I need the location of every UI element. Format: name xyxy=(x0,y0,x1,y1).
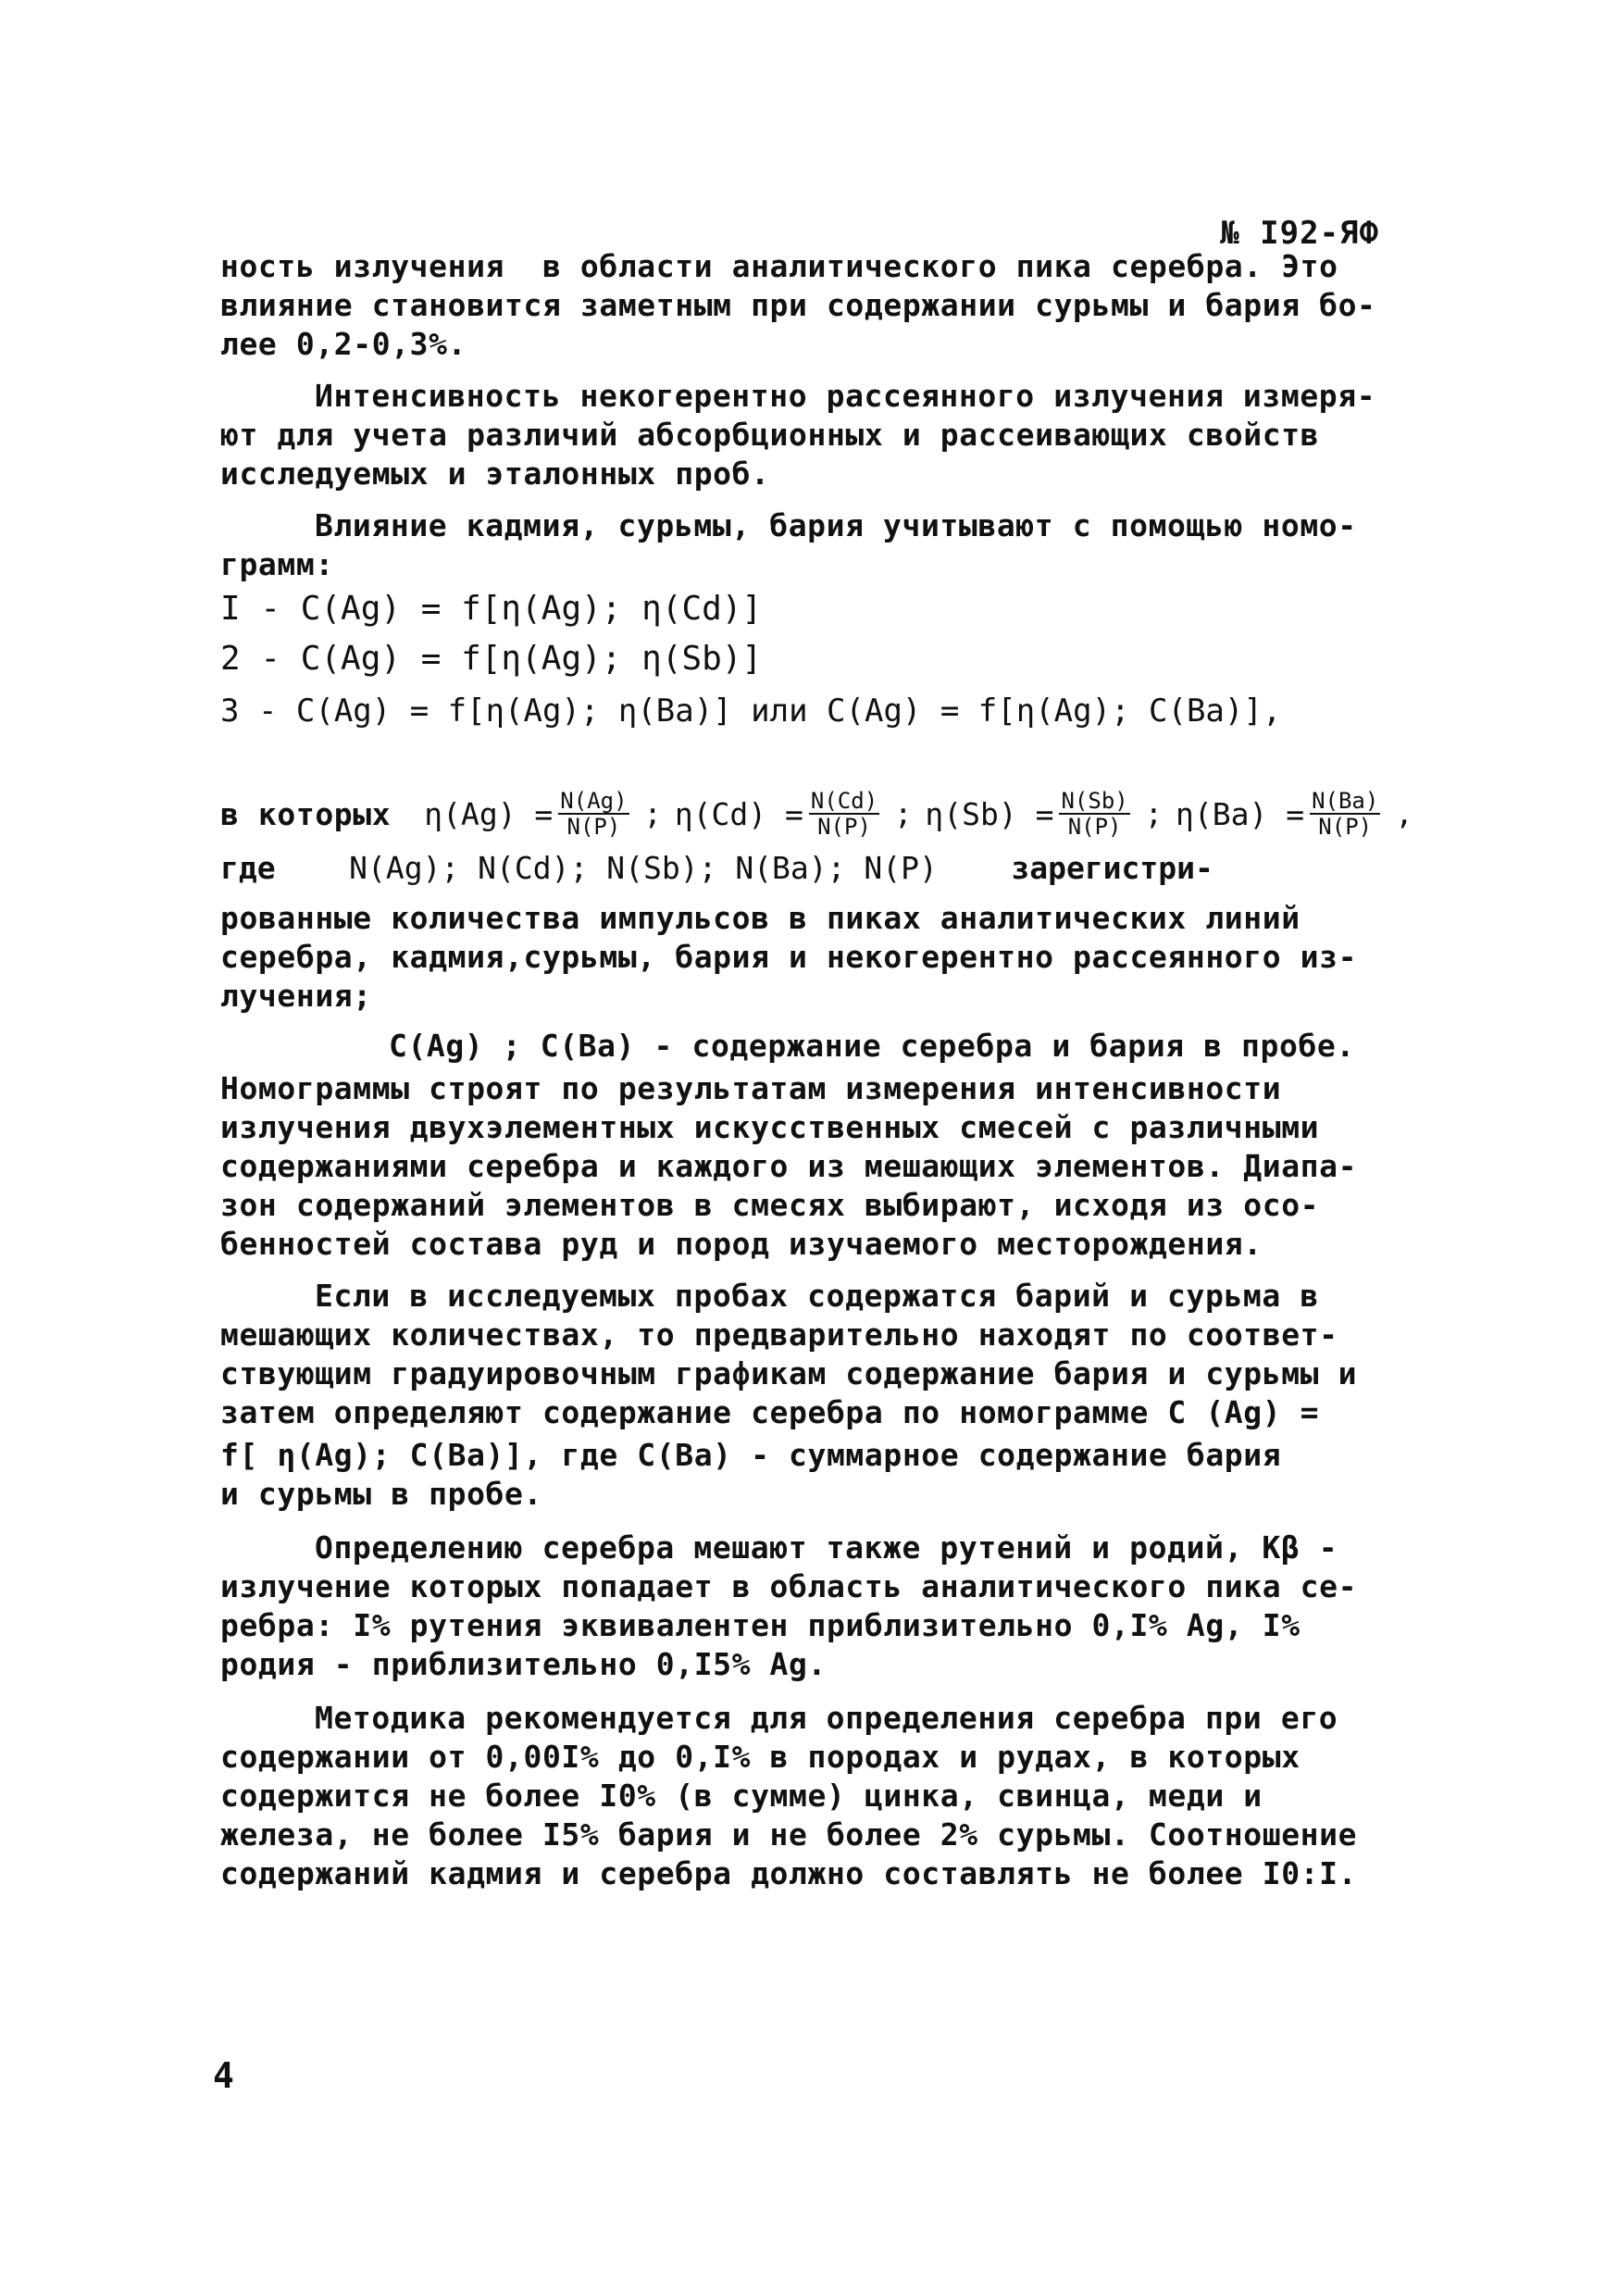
fraction xyxy=(1059,789,1129,839)
ratio-sb xyxy=(925,789,1131,839)
where-symbols: N(Ag); N(Cd); N(Sb); N(Ba); N(P) xyxy=(349,850,938,886)
text-line: Если в исследуемых пробах содержатся барий и сурьма в xyxy=(315,1278,1319,1314)
text-line: содержаниями серебра и каждого из мешающих элементов. Диапа- xyxy=(220,1148,1358,1184)
text-line: затем определяют содержание серебра по номограмме C (Ag) = xyxy=(220,1394,1320,1430)
text-line: Номограммы строят по результатам измерения интенсивности xyxy=(220,1070,1282,1106)
text-line: ют для учета различий абсорбционных и рассеивающих свойств xyxy=(220,417,1320,453)
text-line: Определению серебра мешают также рутений и родий, Kβ - xyxy=(315,1529,1338,1566)
text-line: Интенсивность некогерентно рассеянного излучения измеря- xyxy=(315,378,1376,414)
separator: ; xyxy=(1144,796,1163,831)
separator: ; xyxy=(894,796,913,831)
text-line: лучения; xyxy=(220,978,372,1014)
ratio-ag xyxy=(424,789,630,839)
text-line: f[ η(Ag); C(Ba)], где C(Ba) - суммарное содержание бария xyxy=(220,1437,1282,1473)
text-line: Методика рекомендуется для определения серебра при его xyxy=(315,1700,1338,1736)
fraction xyxy=(558,789,629,839)
text-line: содержится не более I0% (в сумме) цинка, свинца, меди и xyxy=(220,1778,1263,1814)
text-line: бенностей состава руд и пород изучаемого месторождения. xyxy=(220,1226,1263,1262)
text-line: влияние становится заметным при содержании сурьмы и бария бо- xyxy=(220,287,1376,323)
ratio-end: , xyxy=(1395,796,1413,831)
text-line: содержаний кадмия и серебра должно составлять не более I0:I. xyxy=(220,1855,1358,1891)
page-number: 4 xyxy=(213,2055,234,2096)
text-line: излучение которых попадает в область аналитического пика се- xyxy=(220,1568,1358,1604)
text-line: родия - приблизительно 0,I5% Ag. xyxy=(220,1646,827,1682)
ratio-definitions xyxy=(220,789,1421,839)
fraction-numerator: N(Ag) xyxy=(560,788,628,814)
fraction-denominator: N(P) xyxy=(1067,814,1122,840)
text-line: лее 0,2-0,3%. xyxy=(220,326,467,362)
nomogram-formula-1: I - C(Ag) = f[η(Ag); η(Cd)] xyxy=(220,590,763,628)
text-line: ствующим градуировочным графикам содержание бария и сурьмы и xyxy=(220,1355,1358,1391)
text-line: Влияние кадмия, сурьмы, бария учитывают с помощью номо- xyxy=(315,507,1357,543)
ratio-lhs: η(Ba) = xyxy=(1176,795,1305,832)
nomogram-formula-3: 3 - C(Ag) = f[η(Ag); η(Ba)] или C(Ag) = f[η(Ag); C(Ba)], xyxy=(220,693,1282,730)
text-line: C(Ag) ; C(Ba) - содержание серебра и бария в пробе. xyxy=(389,1028,1355,1064)
fraction-numerator: N(Cd) xyxy=(810,788,878,814)
fraction-denominator: N(P) xyxy=(1318,814,1373,840)
fraction-denominator: N(P) xyxy=(817,814,871,840)
text-line: железа, не более I5% бария и не более 2% сурьмы. Соотношение xyxy=(220,1816,1358,1853)
text-line: серебра, кадмия,сурьмы, бария и некогерентно рассеянного из- xyxy=(220,939,1358,975)
separator: ; xyxy=(643,796,662,831)
ratio-prefix: в которых xyxy=(220,795,392,832)
ratio-ba xyxy=(1176,789,1382,839)
text-line: исследуемых и эталонных проб. xyxy=(220,455,770,492)
text-line: ность излучения в области аналитического пика серебра. Это xyxy=(220,248,1338,284)
fraction-numerator: N(Sb) xyxy=(1061,788,1128,814)
ratio-cd xyxy=(675,789,881,839)
text-line: ребра: I% рутения эквивалентен приблизительно 0,I% Ag, I% xyxy=(220,1607,1301,1643)
fraction xyxy=(1310,789,1380,839)
text-line: грамм: xyxy=(220,546,334,582)
fraction-numerator: N(Ba) xyxy=(1312,788,1379,814)
fraction-denominator: N(P) xyxy=(566,814,621,840)
text-line: зон содержаний элементов в смесях выбирают, исходя из осо- xyxy=(220,1187,1320,1223)
ratio-lhs: η(Cd) = xyxy=(674,795,803,832)
text-line: содержании от 0,00I% до 0,I% в породах и рудах, в которых xyxy=(220,1739,1301,1775)
text-line: и сурьмы в пробе. xyxy=(220,1476,542,1512)
document-number: № I92-ЯФ xyxy=(1220,215,1379,252)
where-prefix: где xyxy=(220,850,276,886)
text-line: излучения двухэлементных искусственных смесей с различными xyxy=(220,1109,1320,1145)
ratio-lhs: η(Sb) = xyxy=(925,795,1054,832)
nomogram-formula-2: 2 - C(Ag) = f[η(Ag); η(Sb)] xyxy=(220,640,763,678)
ratio-lhs: η(Ag) = xyxy=(424,795,554,832)
fraction xyxy=(809,789,879,839)
text-line: мешающих количествах, то предварительно находят по соответ- xyxy=(220,1316,1338,1353)
where-suffix: зарегистри- xyxy=(1011,850,1214,886)
where-line xyxy=(220,850,1214,887)
text-line: рованные количества импульсов в пиках аналитических линий xyxy=(220,900,1301,936)
